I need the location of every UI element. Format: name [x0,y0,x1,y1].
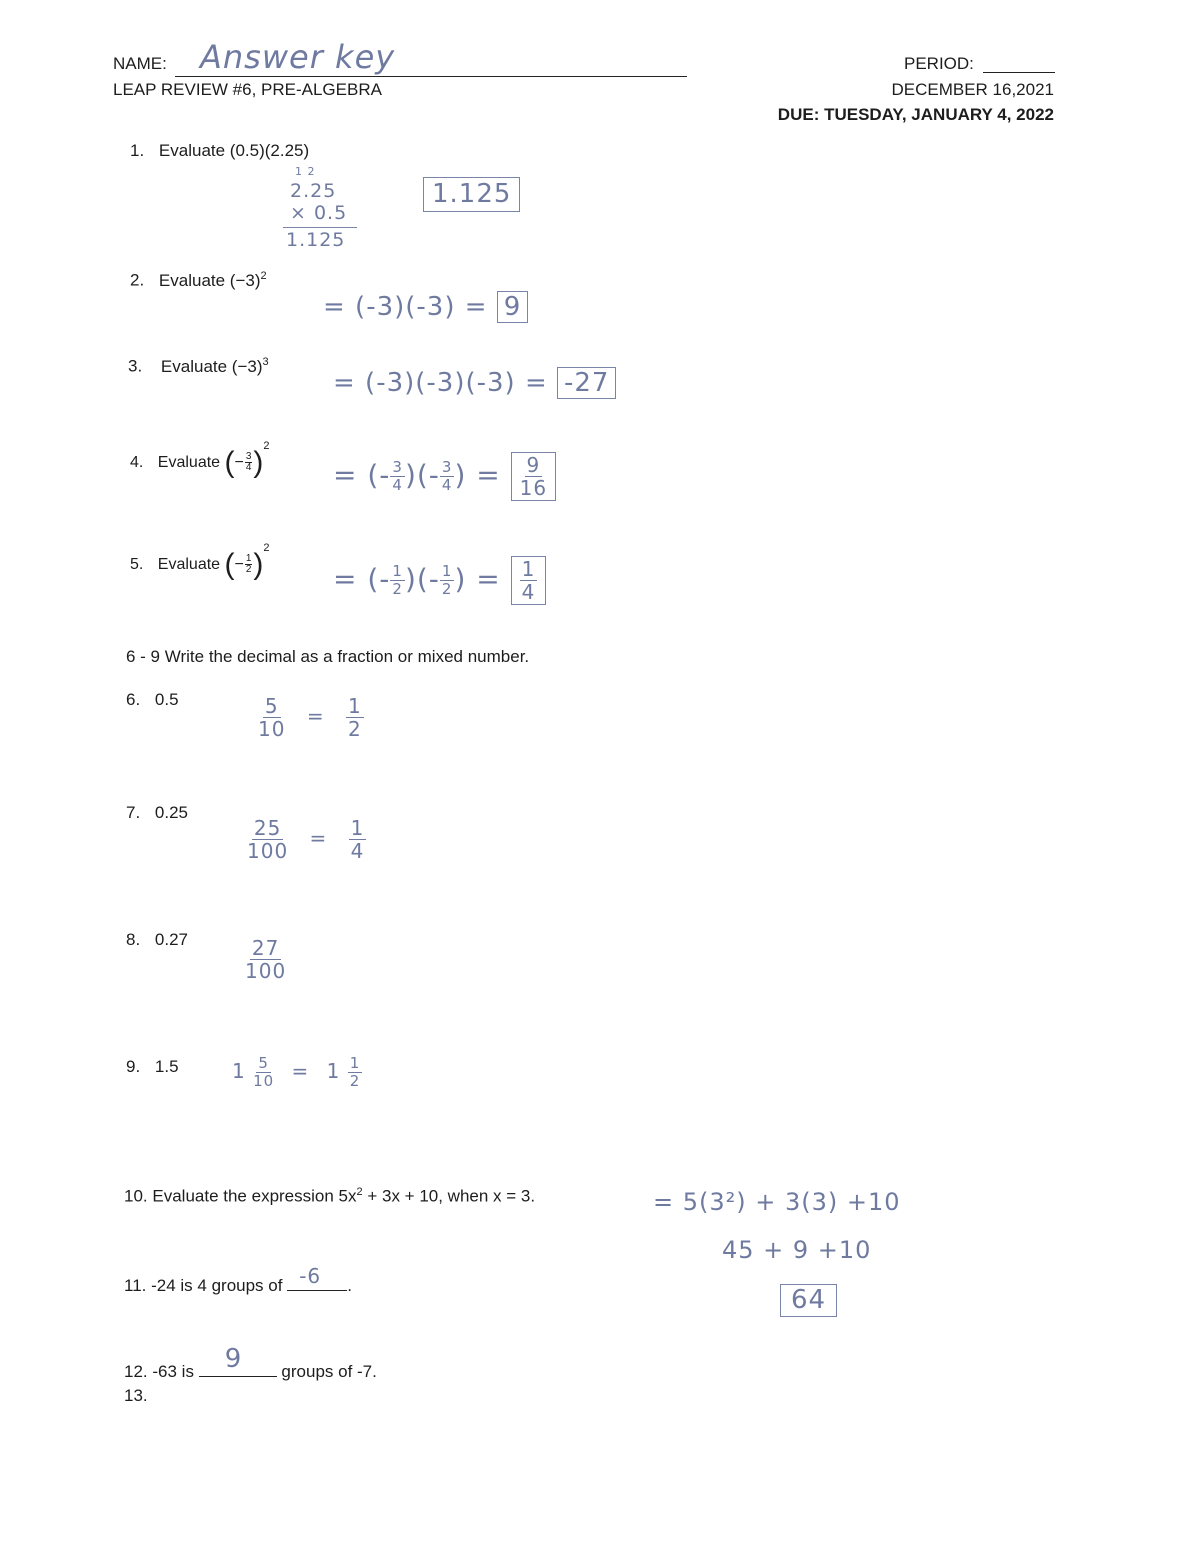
q3-work [333,368,616,398]
q4-neg: − [234,454,244,471]
q5-number: 5. [130,556,144,573]
period-line [983,72,1055,73]
q1-question [130,141,309,161]
q10-prompt-b: + 3x + 10, when x = 3. [362,1186,536,1206]
q5-work: = (- $\frac{1}{2}$ )(- $\frac{1}{2}$ ) = $\frac{1}{4}$ [333,556,546,605]
q8-work: $\frac{27}{100}$ [245,936,287,983]
q7-value: 0.25 [154,803,189,822]
q6-work: $\frac{5}{10}$ = $\frac{1}{2}$ [258,694,362,741]
name-label: NAME: [113,54,167,73]
q2-exponent: 2 [260,270,267,282]
q5-question: 5. Evaluate (− $\frac{1}{2}$ )$^2$ [130,542,270,581]
worksheet-title: LEAP REVIEW #6, PRE-ALGEBRA [113,80,382,99]
q4-question: 4. Evaluate (− $\frac{3}{4}$ )$^2$ [130,440,270,479]
due-date: DUE: TUESDAY, JANUARY 4, 2022 [777,105,1054,124]
q2-number: 2. [130,270,145,290]
name-handwritten: Answer key [200,38,396,76]
q10-prompt-a: Evaluate the expression 5x [152,1186,357,1206]
q6-value: 0.5 [154,690,179,709]
worksheet-date: DECEMBER 16,2021 [891,80,1054,99]
q1-carry: 1 2 [295,165,316,178]
q13-number: 13. [124,1386,148,1405]
q4-number: 4. [130,454,144,471]
q11-answer-blank [287,1264,347,1291]
section-6-9-instructions: 6 - 9 Write the decimal as a fraction or mixed number. [126,647,530,666]
q12-answer-blank [199,1344,277,1377]
q2-prompt: Evaluate (−3) [158,270,261,290]
q10-work-line1: = 5(3²) + 3(3) +10 [653,1188,901,1216]
q8-value: 0.27 [154,930,189,949]
q11-number: 11. [124,1276,147,1295]
q12-answer: 9 [224,1344,243,1374]
q4-exponent: 2 [263,440,270,452]
q10-work-line2: 45 + 9 +10 [722,1236,872,1264]
q9-value: 1.5 [154,1057,179,1076]
q11-question: 11. -24 is 4 groups of -6 . [124,1264,352,1295]
q12-prompt-a: -63 is [152,1362,194,1381]
q9-question [126,1057,179,1077]
q1-work-result: 1.125 [286,229,346,251]
q3-work-text: = (-3)(-3)(-3) = [333,368,548,398]
q5-answer-box: $\frac{1}{4}$ [511,556,547,605]
q2-answer-box: 9 [497,291,529,323]
q1-work-top: 2.25 [290,180,337,202]
q6-number: 6. [126,690,141,709]
q12-prompt-b: groups of -7. [281,1362,377,1381]
q2-work [323,292,528,322]
q11-answer: -6 [299,1264,322,1288]
period-label: PERIOD: [904,54,974,73]
q10-number: 10. [124,1186,148,1206]
q1-work-mid: × 0.5 [290,202,348,224]
q3-prompt: Evaluate (−3) [160,356,263,376]
q7-question [126,803,188,823]
q6-question [126,690,179,710]
q10-question [124,1186,535,1207]
q12-number: 12. [124,1362,148,1381]
q4-prompt: Evaluate [157,454,221,471]
q1-answer-box: 1.125 [423,177,520,212]
q8-question [126,930,188,950]
q3-question [128,356,269,377]
q7-work: $\frac{25}{100}$ = $\frac{1}{4}$ [247,816,365,863]
q2-work-text: = (-3)(-3) = [323,292,488,322]
q8-number: 8. [126,930,141,949]
q5-exponent: 2 [263,542,270,554]
name-line [175,76,687,77]
q11-prompt: -24 is 4 groups of [151,1276,283,1295]
q3-answer-box: -27 [557,367,616,399]
q2-question [130,270,267,291]
q1-number: 1. [130,141,145,160]
q7-number: 7. [126,803,141,822]
q4-answer-box: $\frac{9}{16}$ [511,452,556,501]
q1-prompt: Evaluate (0.5)(2.25) [158,141,310,160]
q4-work: = (- $\frac{3}{4}$ )(- $\frac{3}{4}$ ) = $\frac{9}{16}$ [333,452,556,501]
q4-fraction: $\frac{3}{4}$ [245,451,252,474]
q12-question [124,1344,377,1382]
q3-number: 3. [128,356,143,376]
q5-fraction: $\frac{1}{2}$ [245,553,252,576]
q5-neg: − [234,556,244,573]
q3-exponent: 3 [262,356,269,368]
q9-work: 1 $\frac{5}{10}$ = 1 $\frac{1}{2}$ [232,1054,361,1090]
q9-number: 9. [126,1057,141,1076]
q10-answer-box: 64 [780,1284,837,1317]
q1-work-rule [283,227,357,228]
q10-exponent: 2 [356,1186,363,1198]
q5-prompt: Evaluate [157,556,221,573]
